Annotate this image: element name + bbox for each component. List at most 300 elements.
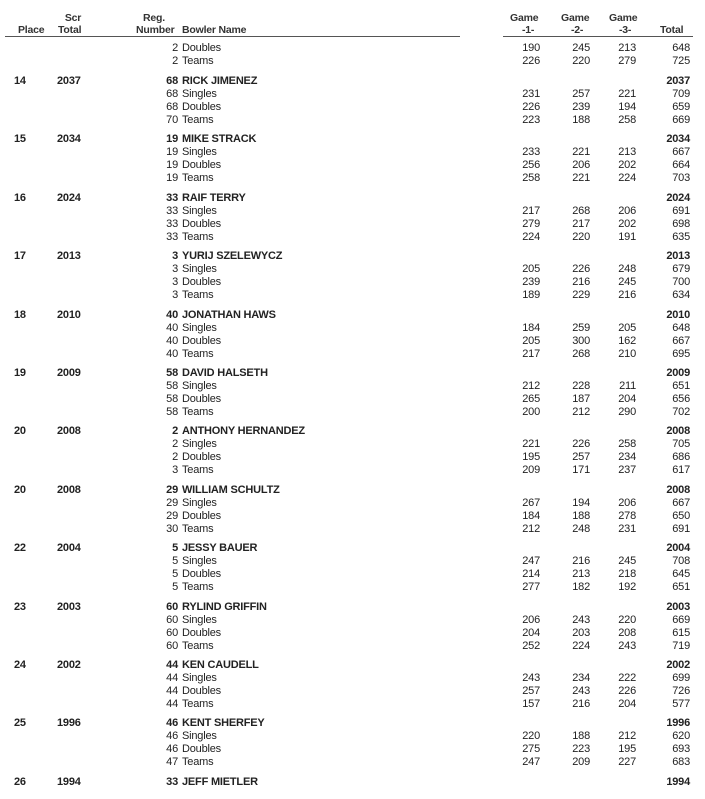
game-3-score: 221 [618,88,636,100]
event-row [0,438,705,451]
game-1-score: 243 [522,672,540,684]
game-1-score: 257 [522,685,540,697]
event-total: 620 [672,730,690,743]
game-2-score: 216 [572,276,590,289]
reg-number: 68 [166,101,178,113]
bowler-name: WILLIAM SCHULTZ [182,483,280,496]
game-3-score: 231 [618,522,636,535]
reg-number: 44 [166,659,178,671]
game-1-score: 212 [522,380,540,392]
game-2-score: 239 [572,101,590,113]
header-game2-bottom: -2- [571,24,584,36]
event-row [0,88,705,101]
game-3-score: 206 [618,204,636,217]
event-row [0,276,705,289]
event-name: Doubles [182,276,221,289]
game-2-score: 216 [572,698,590,710]
event-total: 667 [672,334,690,347]
game-3-score: 162 [618,334,636,347]
event-row [0,614,705,627]
bowler-name: JESSY BAUER [182,542,258,555]
bowler-total: 2024 [666,191,690,204]
game-3-score: 218 [618,568,636,581]
reg-number: 19 [166,172,178,185]
game-3-score: 194 [618,101,636,113]
scratch-total: 2037 [57,75,81,87]
event-total: 719 [672,639,690,652]
event-row [0,218,705,231]
game-3-score: 213 [618,146,636,159]
bowler-name: JONATHAN HAWS [182,308,276,321]
reg-number: 68 [166,88,178,100]
bowler-row [0,309,705,322]
event-name: Teams [182,172,214,185]
event-name: Doubles [182,159,221,172]
bowler-total: 2008 [666,483,690,496]
game-2-score: 268 [572,347,590,360]
event-name: Doubles [182,685,221,697]
place: 15 [14,133,26,146]
game-2-score: 188 [572,509,590,522]
game-3-score: 258 [618,438,636,451]
game-1-score: 206 [522,613,540,626]
header-game3-bottom: -3- [619,24,632,36]
event-row [0,730,705,743]
event-name: Singles [182,496,217,509]
header-game1-bottom: -1- [522,24,535,36]
event-row [0,348,705,361]
game-2-score: 221 [572,146,590,159]
game-1-score: 195 [522,451,540,464]
event-total: 695 [672,347,690,360]
event-total: 669 [672,613,690,626]
event-name: Doubles [182,509,221,522]
event-row [0,464,705,477]
game-2-score: 248 [572,522,590,535]
game-2-score: 259 [572,321,590,334]
event-row [0,322,705,335]
place: 16 [14,191,26,204]
bowler-total: 1994 [666,775,690,788]
event-name: Teams [182,581,214,594]
reg-number: 5 [172,568,178,581]
event-total: 691 [672,204,690,217]
reg-number: 40 [166,334,178,347]
event-row [0,205,705,218]
bowler-total: 2013 [666,250,690,263]
event-row [0,698,705,711]
game-1-score: 220 [522,730,540,743]
reg-number: 58 [166,367,178,379]
reg-number: 40 [166,347,178,360]
game-1-score: 275 [522,743,540,756]
event-name: Singles [182,263,217,276]
event-row [0,114,705,127]
bowler-name: RYLIND GRIFFIN [182,600,267,613]
event-name: Singles [182,146,217,159]
event-total: 615 [672,626,690,639]
place: 20 [14,483,26,496]
bowler-name: DAVID HALSETH [182,367,268,379]
header-scr-bottom: Total [58,24,82,36]
event-name: Doubles [182,334,221,347]
game-2-score: 182 [572,581,590,594]
game-1-score: 205 [522,334,540,347]
reg-number: 3 [172,276,178,289]
event-total: 703 [672,172,690,185]
event-row [0,42,705,55]
game-2-score: 171 [572,464,590,477]
bowler-row [0,776,705,789]
event-total: 708 [672,555,690,568]
game-3-score: 192 [618,581,636,594]
game-3-score: 220 [618,613,636,626]
reg-number: 2 [172,425,178,438]
game-3-score: 245 [618,555,636,568]
game-2-score: 257 [572,451,590,464]
event-row [0,672,705,685]
game-3-score: 202 [618,159,636,172]
game-1-score: 200 [522,406,540,418]
bowler-row [0,542,705,555]
reg-number: 44 [166,698,178,710]
event-name: Doubles [182,101,221,113]
game-1-score: 223 [522,114,540,126]
event-total: 693 [672,743,690,756]
game-3-score: 216 [618,289,636,302]
reg-number: 19 [166,133,178,146]
scratch-total: 2013 [57,250,81,263]
bowler-total: 2009 [666,367,690,379]
bowler-total: 2008 [666,425,690,438]
game-3-score: 290 [618,406,636,418]
event-total: 679 [672,263,690,276]
place: 26 [14,775,26,788]
event-total: 651 [672,581,690,594]
event-name: Teams [182,55,214,67]
event-name: Teams [182,639,214,652]
game-3-score: 191 [618,230,636,243]
game-1-score: 205 [522,263,540,276]
event-total: 648 [672,42,690,54]
game-1-score: 265 [522,393,540,405]
event-name: Teams [182,289,214,302]
header-reg-bottom: Number [136,24,175,36]
event-total: 648 [672,321,690,334]
event-row [0,172,705,185]
reg-number: 2 [172,451,178,464]
game-1-score: 226 [522,55,540,67]
game-3-score: 234 [618,451,636,464]
event-row [0,231,705,244]
game-2-score: 220 [572,230,590,243]
header-reg-top: Reg. [143,12,165,24]
event-total: 617 [672,464,690,477]
event-total: 667 [672,496,690,509]
event-total: 635 [672,230,690,243]
event-row [0,555,705,568]
game-3-score: 195 [618,743,636,756]
game-2-score: 229 [572,289,590,302]
reg-number: 5 [172,542,178,555]
reg-number: 3 [172,289,178,302]
event-name: Teams [182,406,214,418]
bowler-name: RICK JIMENEZ [182,75,258,87]
game-2-score: 220 [572,55,590,67]
reg-number: 70 [166,114,178,126]
game-3-score: 202 [618,217,636,230]
event-row [0,146,705,159]
reg-number: 58 [166,393,178,405]
game-1-score: 212 [522,522,540,535]
reg-number: 68 [166,75,178,87]
bowler-row [0,425,705,438]
event-total: 725 [672,55,690,67]
event-row [0,335,705,348]
reg-number: 40 [166,308,178,321]
event-total: 699 [672,672,690,684]
game-2-score: 245 [572,42,590,54]
reg-number: 58 [166,406,178,418]
event-row [0,743,705,756]
place: 24 [14,659,26,671]
event-name: Doubles [182,42,221,54]
game-2-score: 194 [572,496,590,509]
place: 25 [14,717,26,730]
scratch-total: 1996 [57,717,81,730]
event-name: Teams [182,756,214,769]
game-3-score: 237 [618,464,636,477]
header-game3-top: Game [609,12,638,24]
event-row [0,510,705,523]
reg-number: 60 [166,626,178,639]
reg-number: 33 [166,230,178,243]
event-name: Teams [182,464,214,477]
event-row [0,497,705,510]
game-2-score: 209 [572,756,590,769]
reg-number: 2 [172,42,178,54]
scratch-total: 1994 [57,775,81,788]
bowler-row [0,75,705,88]
event-name: Singles [182,555,217,568]
event-total: 651 [672,380,690,392]
game-2-score: 226 [572,263,590,276]
event-row [0,640,705,653]
event-total: 634 [672,289,690,302]
event-name: Teams [182,347,214,360]
event-total: 702 [672,406,690,418]
bowler-total: 1996 [666,717,690,730]
game-2-score: 228 [572,380,590,392]
game-1-score: 233 [522,146,540,159]
bowler-row [0,717,705,730]
reg-number: 5 [172,555,178,568]
place: 22 [14,542,26,555]
scratch-total: 2010 [57,308,81,321]
event-row [0,523,705,536]
place: 19 [14,367,26,379]
game-2-score: 224 [572,639,590,652]
game-3-score: 279 [618,55,636,67]
event-row [0,263,705,276]
scratch-total: 2008 [57,425,81,438]
event-row [0,55,705,68]
game-3-score: 205 [618,321,636,334]
scratch-total: 2008 [57,483,81,496]
game-3-score: 222 [618,672,636,684]
header-divider-right [503,36,693,37]
event-name: Singles [182,88,217,100]
game-3-score: 210 [618,347,636,360]
header-place: Place [18,24,45,36]
game-3-score: 211 [619,380,636,392]
event-name: Singles [182,204,217,217]
game-2-score: 243 [572,613,590,626]
header-total: Total [660,24,684,36]
game-1-score: 184 [522,321,540,334]
bowler-name: JEFF MIETLER [182,775,258,788]
event-name: Singles [182,613,217,626]
event-total: 709 [672,88,690,100]
game-3-score: 245 [618,276,636,289]
event-row [0,159,705,172]
bowler-total: 2002 [666,659,690,671]
event-row [0,568,705,581]
event-name: Doubles [182,217,221,230]
game-3-score: 208 [618,626,636,639]
bowler-name: KENT SHERFEY [182,717,265,730]
reg-number: 33 [166,775,178,788]
reg-number: 29 [166,496,178,509]
reg-number: 29 [166,509,178,522]
bowler-name: KEN CAUDELL [182,659,259,671]
event-name: Doubles [182,451,221,464]
bowler-row [0,659,705,672]
game-2-score: 188 [572,114,590,126]
bowler-row [0,601,705,614]
event-row [0,685,705,698]
place: 18 [14,308,26,321]
reg-number: 3 [172,464,178,477]
game-1-score: 279 [522,217,540,230]
header-bowler-name: Bowler Name [182,24,247,36]
event-name: Teams [182,114,214,126]
game-2-score: 206 [572,159,590,172]
reg-number: 33 [166,217,178,230]
scratch-total: 2003 [57,600,81,613]
game-1-score: 209 [522,464,540,477]
reg-number: 3 [172,263,178,276]
game-3-score: 226 [618,685,636,697]
game-1-score: 204 [522,626,540,639]
event-total: 656 [672,393,690,405]
game-1-score: 214 [522,568,540,581]
bowler-name: MIKE STRACK [182,133,257,146]
game-3-score: 278 [618,509,636,522]
bowler-row [0,367,705,380]
event-name: Teams [182,230,214,243]
event-name: Singles [182,321,217,334]
game-3-score: 213 [618,42,636,54]
event-name: Singles [182,438,217,451]
game-3-score: 248 [618,263,636,276]
place: 14 [14,75,26,87]
game-2-score: 221 [572,172,590,185]
event-row [0,756,705,769]
event-total: 686 [672,451,690,464]
game-1-score: 217 [522,347,540,360]
event-name: Doubles [182,568,221,581]
bowler-name: RAIF TERRY [182,191,246,204]
reg-number: 46 [166,730,178,743]
game-2-score: 187 [572,393,590,405]
reg-number: 30 [166,522,178,535]
game-2-score: 188 [572,730,590,743]
reg-number: 2 [172,438,178,451]
reg-number: 33 [166,204,178,217]
event-row [0,289,705,302]
event-name: Singles [182,380,217,392]
game-3-score: 204 [618,698,636,710]
game-2-score: 203 [572,626,590,639]
reg-number: 19 [166,159,178,172]
game-2-score: 212 [572,406,590,418]
game-1-score: 231 [522,88,540,100]
reg-number: 46 [166,717,178,730]
game-2-score: 243 [572,685,590,697]
header-game1-top: Game [510,12,539,24]
game-3-score: 243 [618,639,636,652]
bowler-total: 2037 [666,75,690,87]
event-name: Singles [182,672,217,684]
event-row [0,406,705,419]
reg-number: 60 [166,613,178,626]
game-1-score: 256 [522,159,540,172]
game-2-score: 217 [572,217,590,230]
event-total: 700 [672,276,690,289]
game-1-score: 267 [522,496,540,509]
game-3-score: 204 [618,393,636,405]
game-1-score: 190 [522,42,540,54]
game-2-score: 226 [572,438,590,451]
game-3-score: 227 [618,756,636,769]
bowler-total: 2034 [666,133,690,146]
event-total: 705 [672,438,690,451]
game-1-score: 247 [522,555,540,568]
bowler-name: YURIJ SZELEWYCZ [182,250,283,263]
event-row [0,393,705,406]
event-name: Teams [182,698,214,710]
scratch-total: 2002 [57,659,81,671]
event-total: 691 [672,522,690,535]
game-1-score: 157 [522,698,540,710]
bowler-row [0,484,705,497]
scratch-total: 2034 [57,133,81,146]
event-total: 650 [672,509,690,522]
event-total: 698 [672,217,690,230]
game-1-score: 258 [522,172,540,185]
place: 23 [14,600,26,613]
game-1-score: 184 [522,509,540,522]
event-row [0,380,705,393]
event-total: 664 [672,159,690,172]
place: 20 [14,425,26,438]
event-row [0,581,705,594]
game-1-score: 252 [522,639,540,652]
event-total: 726 [672,685,690,697]
place: 17 [14,250,26,263]
bowler-row [0,250,705,263]
